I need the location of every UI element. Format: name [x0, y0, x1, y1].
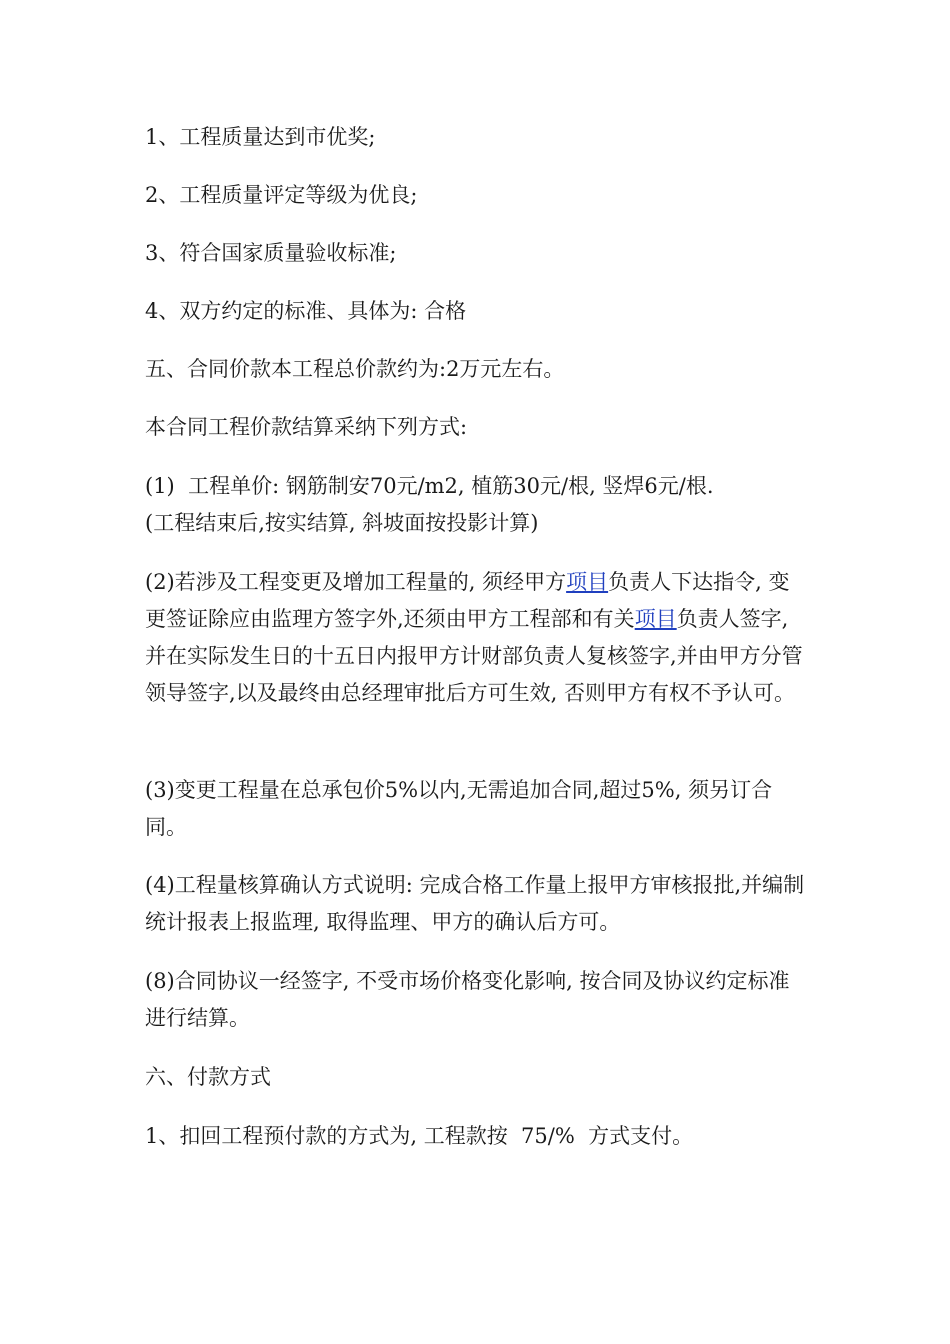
quality-item-3: 3、符合国家质量验收标准; [145, 241, 397, 265]
clause-2 [145, 564, 810, 712]
clause-1-line-1: (1) 工程单价: 钢筋制安70元/m2, 植筋30元/根, 竖焊6元/根. [145, 474, 714, 498]
clause-2-text-3: 负责人签字, 并在实际发生日的十五日内报甲方计财部负责人复核签字,并由甲方分管领导签字,以及最终由总经理审批后方可生效, 否则甲方有权不予认可。 [145, 607, 803, 705]
quality-item-2: 2、工程质量评定等级为优良; [145, 183, 418, 207]
clause-4: (4)工程量核算确认方式说明: 完成合格工作量上报甲方审核报批,并编制统计报表上报监理, 取得监理、甲方的确认后方可。 [145, 873, 805, 934]
clause-8: (8)合同协议一经签字, 不受市场价格变化影响, 按合同及协议约定标准进行结算。 [145, 969, 790, 1030]
section-payment-method: 六、付款方式 [145, 1065, 271, 1089]
payment-item-1: 1、扣回工程预付款的方式为, 工程款按 75/% 方式支付。 [145, 1124, 694, 1148]
clause-2-text-2: 负责人下达指令, 变更签证除应由监理方签字外,还须由甲方工程部和有关 [145, 570, 790, 631]
clause-3: (3)变更工程量在总承包价5%以内,无需追加合同,超过5%, 须另订合同。 [145, 778, 773, 839]
clause-2-text-1: (2)若涉及工程变更及增加工程量的, 须经甲方 [145, 570, 567, 594]
settlement-intro: 本合同工程价款结算采纳下列方式: [145, 415, 468, 439]
project-link-2[interactable]: 项目 [634, 607, 677, 631]
quality-item-4: 4、双方约定的标准、具体为: 合格 [145, 299, 467, 323]
section-contract-price: 五、合同价款本工程总价款约为:2万元左右。 [145, 357, 565, 381]
project-link-1[interactable]: 项目 [566, 570, 609, 594]
clause-1-line-2: (工程结束后,按实结算, 斜坡面按投影计算) [145, 511, 539, 535]
quality-item-1: 1、工程质量达到市优奖; [145, 125, 376, 149]
